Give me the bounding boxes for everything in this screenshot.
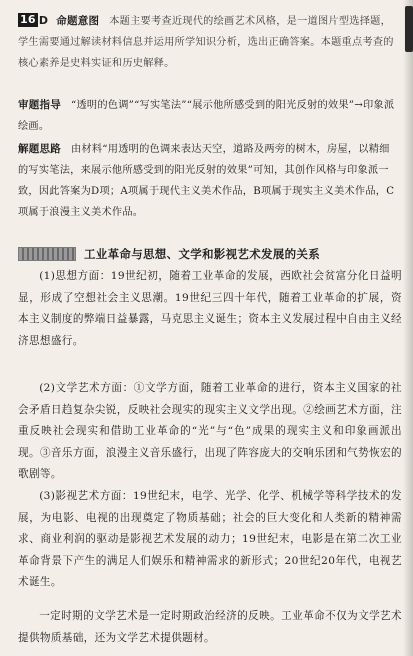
paragraph-literature-art: (2)文学艺术方面：①文学方面，随着工业革命的进行，资本主义国家的社会矛盾日趋复杂尖锐，反映社会现实的现实主义文学出现。②绘画艺术方面，注重反映社会现实和借助工业革命的“光”与“色”成果的现实主义和印象画派出现。③音乐方面，浪漫主义音乐盛行，出现了阵容庞大的交响乐团和气势恢宏的歌剧等。 <box>18 382 402 481</box>
question-intent-block <box>18 10 400 74</box>
paragraph-thought: (1)思想方面：19世纪初，随着工业革命的发展，西欧社会贫富分化日益明显，形成了空想社会主义思潮。19世纪三四十年代，随着工业革命的扩展，资本主义制度的弊端日益暴露，马克思主义诞生；资本主义发展过程中自由主义经济思想盛行。 <box>18 270 402 347</box>
question-number-badge: 16 <box>20 13 36 26</box>
section-tag <box>18 247 76 261</box>
idea-block <box>18 139 400 223</box>
guide-label: 审题指导 <box>18 99 61 111</box>
intent-label: 命题意图 <box>56 15 100 27</box>
paragraph-film-tv: (3)影视艺术方面：19世纪末，电学、光学、化学、机械学等科学技术的发展，为电影、电视的出现奠定了物质基础；社会的巨大变化和人类新的精神需求、商业利润的驱动是影视艺术发展的动力；19世纪末，电影是在第二次工业革命背景下产生的满足人们娱乐和精神需求的新形式；20世纪20年代，电视艺术诞生。 <box>18 490 402 589</box>
scan-shadow-edge <box>403 0 413 656</box>
intent-text: 本题主要考查近现代的绘画艺术风格，是一道图片型选择题，学生需要通过解读材料信息并运用所学知识分析，选出正确答案。本题重点考查的核心素养是史料实证和历史解释。 <box>18 16 394 69</box>
paragraph-conclusion: 一定时期的文学艺术是一定时期政治经济的反映。工业革命不仅为文学艺术提供物质基础，还为文学艺术提供题材。 <box>18 610 402 644</box>
section-heading <box>18 245 400 263</box>
scan-dark-mark <box>405 6 413 52</box>
guide-block <box>18 95 400 137</box>
question-answer: D <box>38 14 49 27</box>
section-title: 工业革命与思想、文学和影视艺术发展的关系 <box>84 247 320 261</box>
guide-text: “透明的色调”“写实笔法”“展示他所感受到的阳光反射的效果”→印象派绘画。 <box>18 100 395 132</box>
idea-label: 解题思路 <box>18 143 61 155</box>
idea-text: 由材料“用透明的色调来表达天空，道路及两旁的树木，房屋，以精细的写实笔法，来展示他所感受到的阳光反射的效果”可知，其创作风格与印象派一致，因此答案为D项；A项属于现代主义美术作品，B项属于现实主义美术作品，C项属于浪漫主义美术作品。 <box>18 144 395 218</box>
